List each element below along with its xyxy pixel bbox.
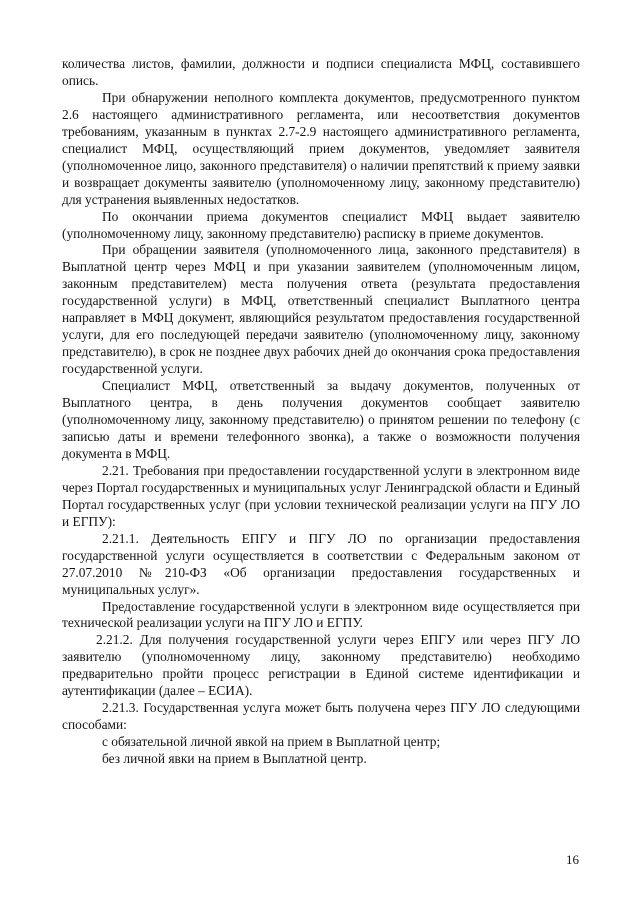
- paragraph-3: По окончании приема документов специалист МФЦ выдает заявителю (уполномоченному лицу, законному представителю) расписку в приеме документов.: [62, 208, 580, 241]
- paragraph-6: 2.21. Требования при предоставлении государственной услуги в электронном виде через Портал государственных и муниципальных услуг Ленинградской области и Единый Портал государственных услуг (при условии технической реализации услуги на ПГУ ЛО и ЕГПУ):: [62, 462, 580, 529]
- paragraph-10: 2.21.3. Государственная услуга может быть получена через ПГУ ЛО следующими способами:: [62, 700, 580, 733]
- document-body: [62, 56, 580, 768]
- paragraph-2: При обнаружении неполного комплекта документов, предусмотренного пунктом 2.6 настоящего административного регламента, или несоответствия документов требованиям, указанным в пунктах 2.7-2.9 настоящего административного регламента, специалист МФЦ, осуществляющий прием документов, уведомляет заявителя (уполномоченное лицо, законного представителя) о наличии препятствий к приему заявки и возвращает документы заявителю (уполномоченному лицу, законному представителю) для устранения выявленных недостатков.: [62, 89, 580, 207]
- paragraph-7: 2.21.1. Деятельность ЕПГУ и ПГУ ЛО по организации предоставления государственной услуги осуществляется в соответствии с Федеральным законом от 27.07.2010 №210-ФЗ «Об организации предоставления государственных и муниципальных услуг».: [62, 530, 580, 597]
- paragraph-11: с обязательной личной явкой на прием в Выплатной центр;: [102, 734, 441, 750]
- paragraph-12: без личной явки на прием в Выплатной центр.: [102, 751, 367, 767]
- page-number: 16: [566, 852, 579, 867]
- paragraph-8: Предоставление государственной услуги в электронном виде осуществляется при технической реализации услуги на ПГУ ЛО и ЕГПУ.: [62, 598, 580, 631]
- paragraph-4: При обращении заявителя (уполномоченного лица, законного представителя) в Выплатной центр через МФЦ и при указании заявителем (уполномоченным лицом, законным представителем) места получения ответа (результата предоставления государственной услуги) в МФЦ, ответственный специалист Выплатного центра направляет в МФЦ документ, являющийся результатом предоставления государственной услуги, для его последующей передачи заявителю (уполномоченному лицу, законному представителю), в срок не позднее двух рабочих дней до окончания срока предоставления государственной услуги.: [62, 242, 580, 377]
- paragraph-5: Специалист МФЦ, ответственный за выдачу документов, полученных от Выплатного центра, в день получения документов сообщает заявителю (уполномоченному лицу, законному представителю) о принятом решении по телефону (с записью даты и времени телефонного звонка), а также о возможности получения документа в МФЦ.: [62, 378, 580, 461]
- paragraph-9: 2.21.2. Для получения государственной услуги через ЕПГУ или через ПГУ ЛО заявителю (уполномоченному лицу, законному представителю) необходимо предварительно пройти процесс регистрации в Единой системе идентификации и аутентификации (далее – ЕСИА).: [62, 632, 580, 699]
- paragraph-1: количества листов, фамилии, должности и подписи специалиста МФЦ, составившего опись.: [62, 56, 580, 88]
